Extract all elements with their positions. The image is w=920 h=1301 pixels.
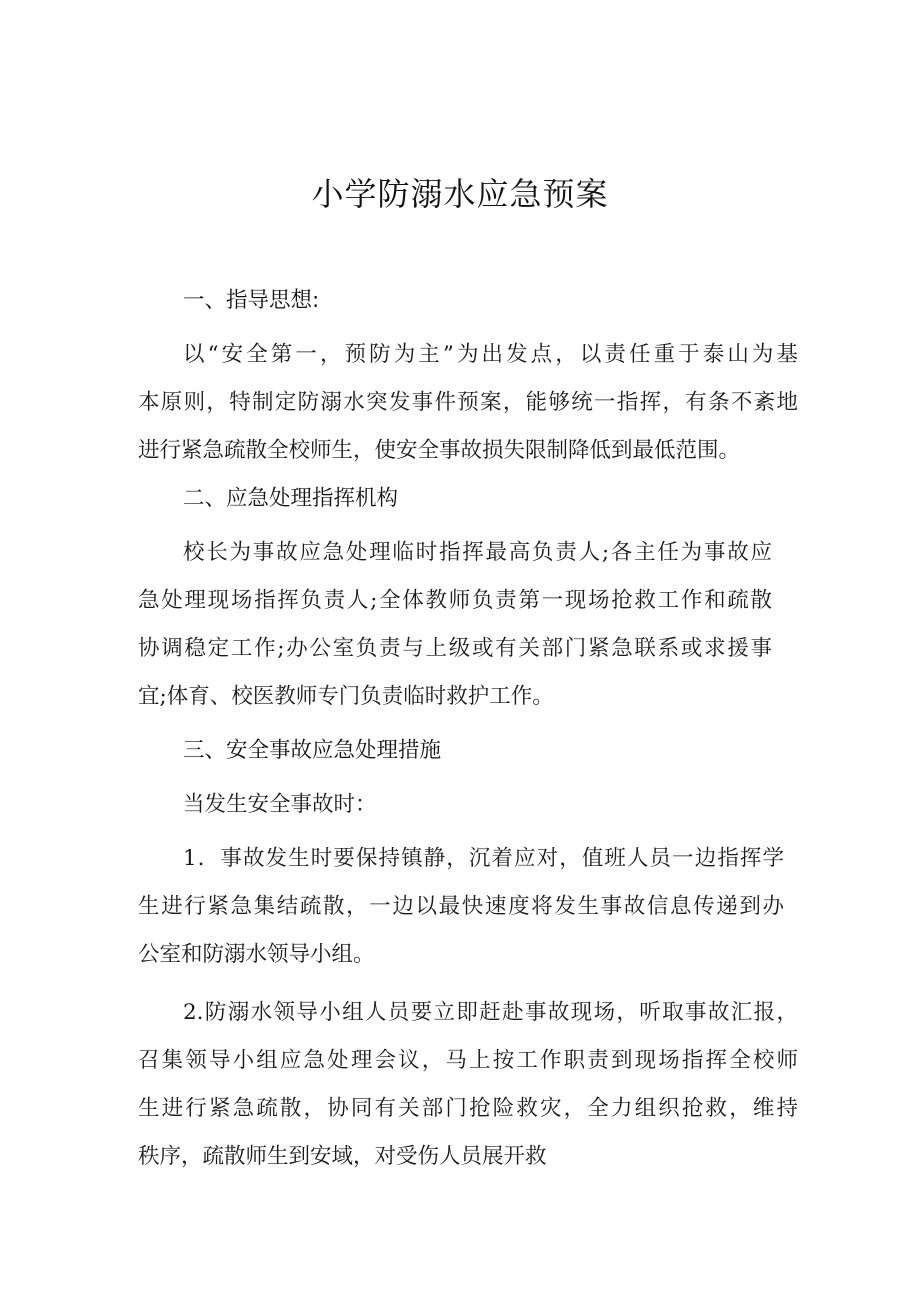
paragraph-line: 校长为事故应急处理临时指挥最高负责人;各主任为事故应	[183, 540, 772, 565]
paragraph	[138, 781, 798, 829]
section-heading-emergency-measures: 三、安全事故应急处理措施	[183, 738, 442, 763]
paragraph-line: 秩序，疏散师生到安域，对受伤人员展开救	[138, 1144, 547, 1169]
paragraph-line: 1．事故发生时要保持镇静，沉着应对，值班人员一边指挥学	[183, 846, 784, 871]
paragraph-line: 进行紧急疏散全校师生，使安全事故损失限制降低到最低范围。	[138, 438, 741, 463]
paragraph-line: 2.防溺水领导小组人员要立即赶赴事故现场，听取事故汇报，	[183, 1000, 798, 1025]
paragraph-line: 急处理现场指挥负责人;全体教师负责第一现场抢救工作和疏散	[138, 588, 772, 613]
section-heading-command-structure: 二、应急处理指挥机构	[183, 486, 399, 511]
paragraph-line: 召集领导小组应急处理会议，马上按工作职责到现场指挥全校师	[138, 1048, 798, 1073]
document-body	[138, 277, 798, 1181]
paragraph-line: 以“安全第一，预防为主”为出发点，以责任重于泰山为基	[183, 342, 798, 367]
paragraph	[138, 835, 784, 979]
document-title: 小学防溺水应急预案	[311, 175, 609, 213]
paragraph-line: 协调稳定工作;办公室负责与上级或有关部门紧急联系或求援事	[138, 636, 772, 661]
paragraph-line: 宜;体育、校医教师专门负责临时救护工作。	[138, 684, 554, 709]
paragraph	[138, 989, 798, 1181]
paragraph-line: 当发生安全事故时：	[183, 792, 377, 817]
paragraph-line: 生进行紧急集结疏散，一边以最快速度将发生事故信息传递到办	[138, 894, 784, 919]
paragraph	[138, 331, 798, 475]
paragraph-line: 公室和防溺水领导小组。	[138, 942, 375, 967]
paragraph	[138, 529, 772, 721]
paragraph-line: 生进行紧急疏散，协同有关部门抢险救灾，全力组织抢救，维持	[138, 1096, 798, 1121]
paragraph-line: 本原则，特制定防溺水突发事件预案，能够统一指挥，有条不紊地	[138, 390, 798, 415]
section-heading-guiding-thought: 一、指导思想:	[183, 288, 320, 313]
